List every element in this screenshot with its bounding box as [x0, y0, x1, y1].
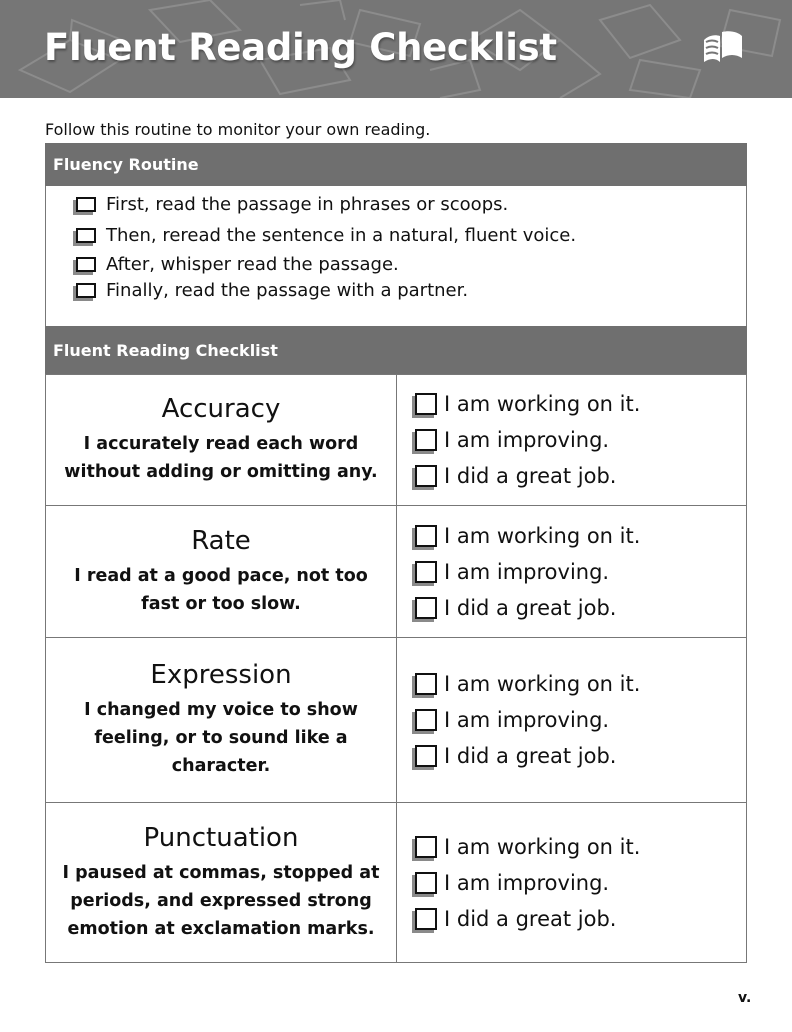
skill-description: I accurately read each word without adding or omitting any. — [64, 434, 378, 482]
option-label: I did a great job. — [444, 464, 617, 488]
option-label: I am working on it. — [444, 523, 641, 548]
checkbox[interactable] — [415, 709, 437, 731]
intro-text: Follow this routine to monitor your own reading. — [45, 120, 431, 139]
checkbox[interactable] — [76, 257, 96, 272]
routine-item[interactable] — [76, 254, 399, 275]
checkbox[interactable] — [415, 836, 437, 858]
routine-list — [45, 186, 747, 326]
option-label: I am improving. — [444, 559, 610, 584]
skill-cell — [46, 803, 397, 963]
option-label: I am working on it. — [444, 672, 641, 696]
option-item[interactable] — [415, 865, 746, 901]
option-label: I am working on it. — [444, 834, 641, 859]
table-row — [46, 375, 747, 506]
skill-cell — [46, 375, 397, 506]
option-item[interactable] — [415, 554, 746, 590]
table-row — [46, 638, 747, 803]
option-item[interactable] — [415, 829, 746, 865]
checkbox[interactable] — [76, 228, 96, 243]
routine-item[interactable] — [76, 194, 508, 215]
routine-item-label: Finally, read the passage with a partner. — [106, 280, 469, 301]
page-title: Fluent Reading Checklist — [44, 26, 557, 69]
option-label: I am improving. — [444, 870, 610, 895]
checkbox[interactable] — [415, 597, 437, 619]
options-cell — [397, 638, 747, 803]
routine-item[interactable] — [76, 225, 576, 246]
checklist-table — [45, 374, 747, 963]
checkbox[interactable] — [415, 673, 437, 695]
options-cell — [397, 375, 747, 506]
checkbox[interactable] — [415, 525, 437, 547]
option-label: I am improving. — [444, 428, 610, 452]
checkbox[interactable] — [415, 429, 437, 451]
title-banner — [0, 0, 792, 98]
option-label: I did a great job. — [444, 744, 617, 768]
skill-description: I paused at commas, stopped at periods, and expressed strong emotion at exclamation marks. — [62, 862, 380, 939]
option-label: I did a great job. — [444, 906, 617, 931]
checkbox[interactable] — [415, 465, 437, 487]
option-item[interactable] — [415, 422, 746, 458]
options-cell — [397, 803, 747, 963]
skill-name: Expression — [150, 660, 292, 690]
option-label: I am improving. — [444, 708, 610, 732]
routine-item-label: After, whisper read the passage. — [106, 254, 399, 275]
table-row — [46, 803, 747, 963]
skill-name: Accuracy — [161, 394, 281, 424]
checklist-heading-label: Fluent Reading Checklist — [53, 340, 278, 360]
checkbox[interactable] — [415, 561, 437, 583]
checklist-heading — [45, 326, 747, 374]
option-label: I did a great job. — [444, 595, 617, 620]
option-item[interactable] — [415, 458, 746, 494]
option-item[interactable] — [415, 738, 746, 774]
options-cell — [397, 506, 747, 638]
checkbox[interactable] — [76, 197, 96, 212]
skill-description: I changed my voice to show feeling, or to sound like a character. — [84, 700, 358, 776]
checkbox[interactable] — [76, 283, 96, 298]
routine-heading-label: Fluency Routine — [53, 155, 199, 174]
option-item[interactable] — [415, 590, 746, 626]
skill-cell — [46, 506, 397, 638]
checkbox[interactable] — [415, 908, 437, 930]
option-item[interactable] — [415, 901, 746, 937]
routine-heading — [45, 143, 747, 186]
routine-item-label: Then, reread the sentence in a natural, fluent voice. — [106, 225, 577, 246]
checkbox[interactable] — [415, 872, 437, 894]
option-label: I am working on it. — [444, 392, 641, 416]
skill-name: Rate — [191, 525, 251, 556]
checkbox[interactable] — [415, 393, 437, 415]
option-item[interactable] — [415, 666, 746, 702]
routine-item[interactable] — [76, 280, 468, 301]
page-number: v. — [738, 990, 752, 1006]
table-row — [46, 506, 747, 638]
skill-description: I read at a good pace, not too fast or too slow. — [74, 565, 368, 614]
skill-name: Punctuation — [143, 822, 299, 853]
option-item[interactable] — [415, 386, 746, 422]
routine-item-label: First, read the passage in phrases or scoops. — [106, 194, 509, 215]
skill-cell — [46, 638, 397, 803]
option-item[interactable] — [415, 518, 746, 554]
book-logo-icon — [700, 28, 744, 70]
option-item[interactable] — [415, 702, 746, 738]
checkbox[interactable] — [415, 745, 437, 767]
